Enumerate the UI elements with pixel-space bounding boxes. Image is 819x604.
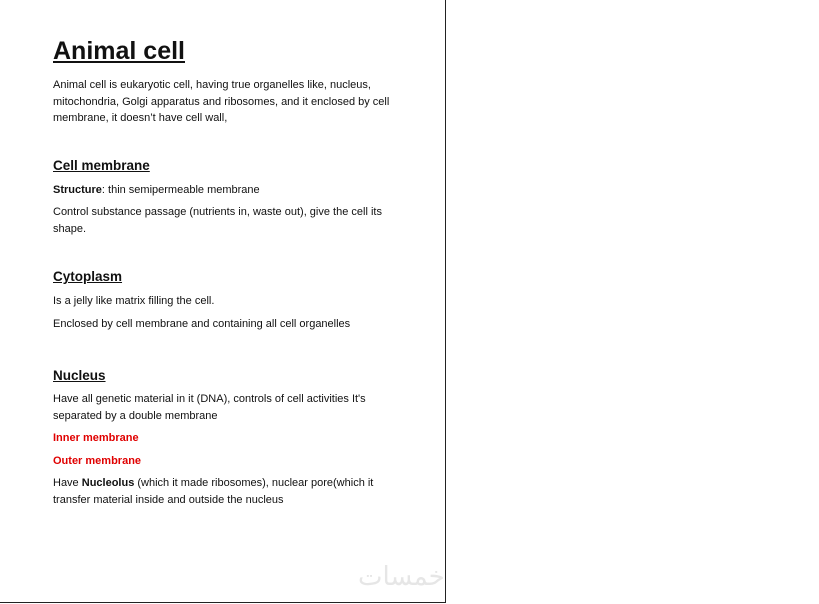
have-text: Have (53, 477, 82, 489)
cell-membrane-heading: Cell membrane (53, 157, 150, 173)
inner-membrane-label: Inner membrane (53, 432, 139, 444)
intro-paragraph: Animal cell is eukaryotic cell, having true organelles like, nucleus, mitochondria, Golgi apparatus and ribosomes, and it enclosed by cell membrane, it doesn’t have cell wall, (53, 79, 390, 124)
nucleus-heading: Nucleus (53, 368, 106, 383)
cell-membrane-structure (53, 182, 403, 199)
outer-membrane-label: Outer membrane (53, 454, 142, 467)
structure-text: : thin semipermeable membrane (101, 183, 260, 196)
cytoplasm-line-2: Enclosed by cell membrane and containing all cell organelles (53, 317, 351, 330)
page-title: Animal cell (53, 37, 185, 65)
page-content (53, 36, 403, 508)
structure-label: Structure (53, 183, 102, 196)
cell-membrane-function: Control substance passage (nutrients in, waste out), give the cell its shape. (53, 206, 382, 235)
nucleolus-term: Nucleolus (81, 477, 135, 489)
nucleus-line-1: Have all genetic material in it (DNA), controls of cell activities It's separated by a double membrane (53, 393, 366, 422)
cytoplasm-line-1: Is a jelly like matrix filling the cell. (53, 295, 215, 307)
nucleolus-rest: (which it made ribosomes), nuclear pore(which it transfer material inside and outside the nucleus (53, 477, 374, 506)
nucleus-nucleolus-paragraph (53, 475, 403, 508)
cytoplasm-heading: Cytoplasm (53, 269, 123, 284)
watermark-logo: خمسات (358, 562, 445, 592)
